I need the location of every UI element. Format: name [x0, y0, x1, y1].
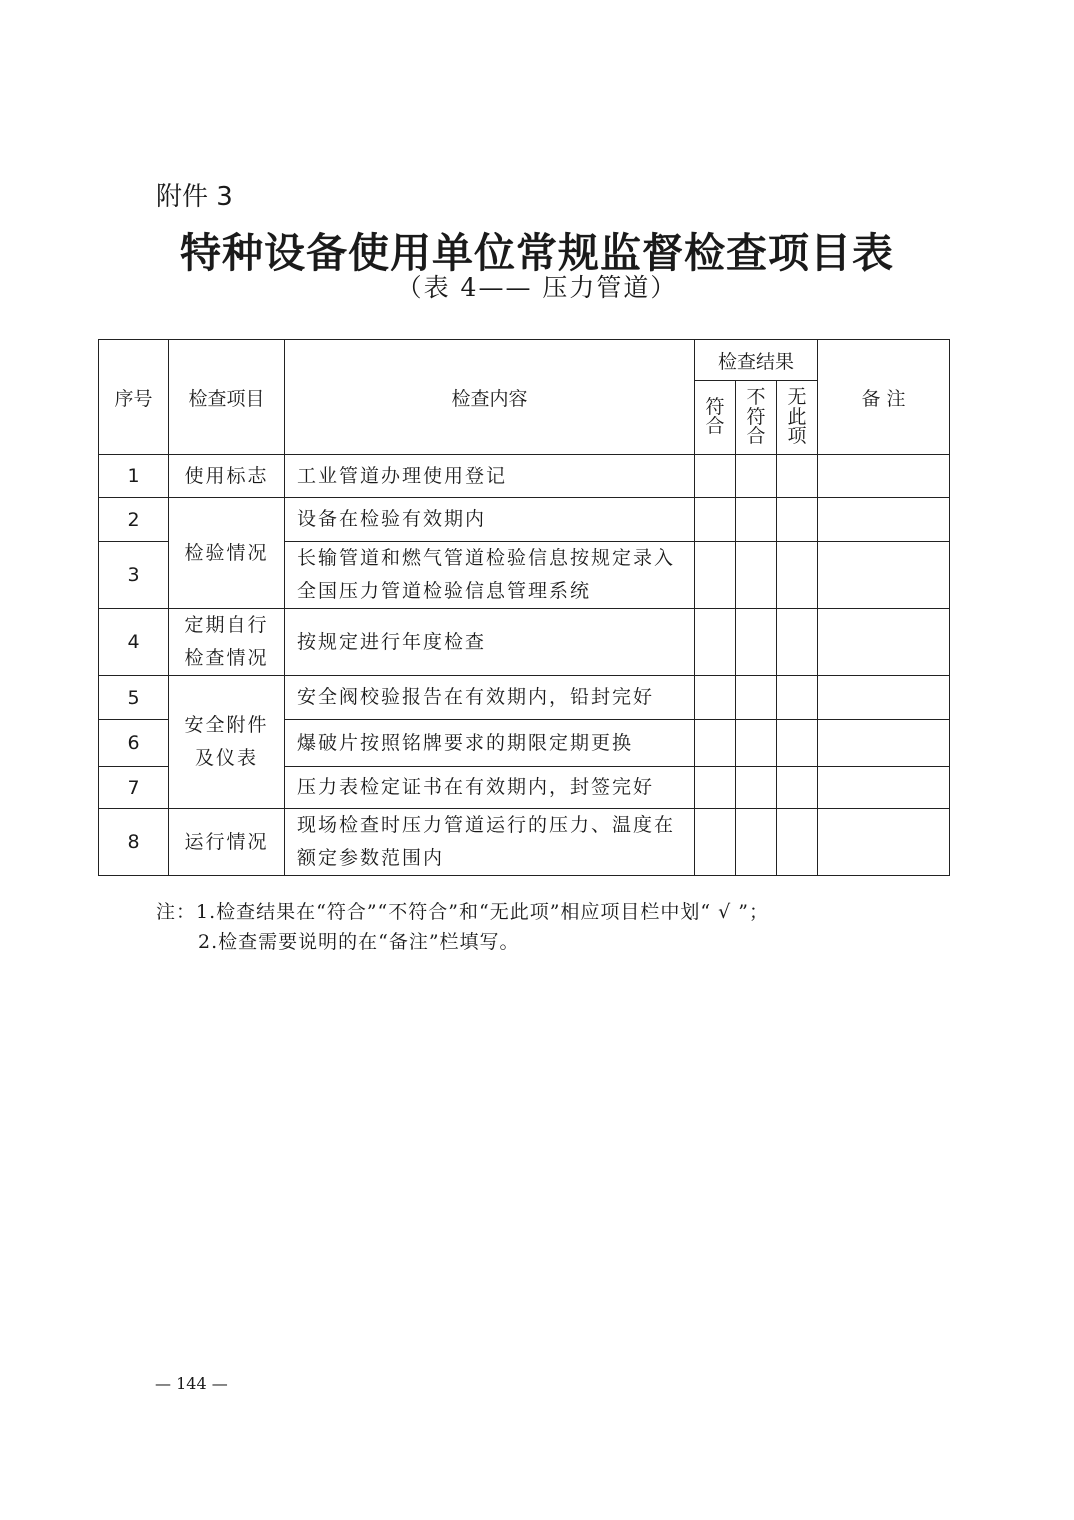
conform-cell[interactable]: [695, 720, 736, 767]
header-nonconform-label: 不符合: [746, 385, 766, 448]
group-label: 使用标志: [169, 455, 285, 498]
table-row: [99, 609, 950, 676]
table-row: [99, 455, 950, 498]
document-subtitle: （表 4—— 压力管道）: [396, 273, 678, 302]
header-result: 检查结果: [695, 340, 818, 381]
header-conform: [695, 381, 736, 455]
remark-cell[interactable]: [818, 720, 950, 767]
notes: [156, 897, 769, 957]
group-label: 定期自行检查情况: [169, 609, 285, 676]
na-cell[interactable]: [777, 676, 818, 720]
header-content: 检查内容: [285, 340, 695, 455]
conform-cell[interactable]: [695, 498, 736, 542]
row-no: 4: [99, 609, 169, 676]
group-label: 检验情况: [169, 498, 285, 609]
document-title: 特种设备使用单位常规监督检查项目表: [180, 229, 894, 277]
header-nonconform: [736, 381, 777, 455]
table-row: [99, 676, 950, 720]
remark-cell[interactable]: [818, 676, 950, 720]
row-content: 长输管道和燃气管道检验信息按规定录入全国压力管道检验信息管理系统: [285, 542, 695, 609]
remark-cell[interactable]: [818, 498, 950, 542]
conform-cell[interactable]: [695, 609, 736, 676]
na-cell[interactable]: [777, 767, 818, 809]
table-row: [99, 809, 950, 876]
nonconform-cell[interactable]: [736, 809, 777, 876]
row-content: 爆破片按照铭牌要求的期限定期更换: [285, 720, 695, 767]
note-line: 注：1.检查结果在“符合”“不符合”和“无此项”相应项目栏中划“ √ ”；: [156, 901, 770, 923]
nonconform-cell[interactable]: [736, 455, 777, 498]
conform-cell[interactable]: [695, 809, 736, 876]
page-number: — 144 —: [155, 1374, 228, 1393]
remark-cell[interactable]: [818, 609, 950, 676]
row-no: 5: [99, 676, 169, 720]
na-cell[interactable]: [777, 809, 818, 876]
na-cell[interactable]: [777, 542, 818, 609]
conform-cell[interactable]: [695, 542, 736, 609]
na-cell[interactable]: [777, 609, 818, 676]
header-na: [777, 381, 818, 455]
note-line: 2.检查需要说明的在“备注”栏填写。: [198, 931, 520, 953]
row-content: 设备在检验有效期内: [285, 498, 695, 542]
nonconform-cell[interactable]: [736, 676, 777, 720]
row-no: 3: [99, 542, 169, 609]
attachment-label: 附件 3: [156, 182, 233, 212]
nonconform-cell[interactable]: [736, 498, 777, 542]
remark-cell[interactable]: [818, 542, 950, 609]
table-row: [99, 498, 950, 542]
row-no: 8: [99, 809, 169, 876]
row-content: 压力表检定证书在有效期内，封签完好: [285, 767, 695, 809]
group-label: 运行情况: [169, 809, 285, 876]
header-item: 检查项目: [169, 340, 285, 455]
na-cell[interactable]: [777, 498, 818, 542]
group-label: 安全附件及仪表: [169, 676, 285, 809]
conform-cell[interactable]: [695, 767, 736, 809]
row-no: 7: [99, 767, 169, 809]
nonconform-cell[interactable]: [736, 767, 777, 809]
nonconform-cell[interactable]: [736, 609, 777, 676]
row-no: 6: [99, 720, 169, 767]
na-cell[interactable]: [777, 455, 818, 498]
row-content: 按规定进行年度检查: [285, 609, 695, 676]
nonconform-cell[interactable]: [736, 542, 777, 609]
row-content: 现场检查时压力管道运行的压力、温度在额定参数范围内: [285, 809, 695, 876]
inspection-table: [98, 339, 950, 876]
na-cell[interactable]: [777, 720, 818, 767]
header-na-label: 无此项: [787, 385, 807, 448]
conform-cell[interactable]: [695, 455, 736, 498]
header-remark: 备 注: [818, 340, 950, 455]
row-no: 1: [99, 455, 169, 498]
nonconform-cell[interactable]: [736, 720, 777, 767]
remark-cell[interactable]: [818, 767, 950, 809]
header-no: 序号: [99, 340, 169, 455]
row-content: 工业管道办理使用登记: [285, 455, 695, 498]
conform-cell[interactable]: [695, 676, 736, 720]
remark-cell[interactable]: [818, 809, 950, 876]
row-content: 安全阀校验报告在有效期内，铅封完好: [285, 676, 695, 720]
remark-cell[interactable]: [818, 455, 950, 498]
header-conform-label: 符合: [705, 395, 725, 438]
row-no: 2: [99, 498, 169, 542]
